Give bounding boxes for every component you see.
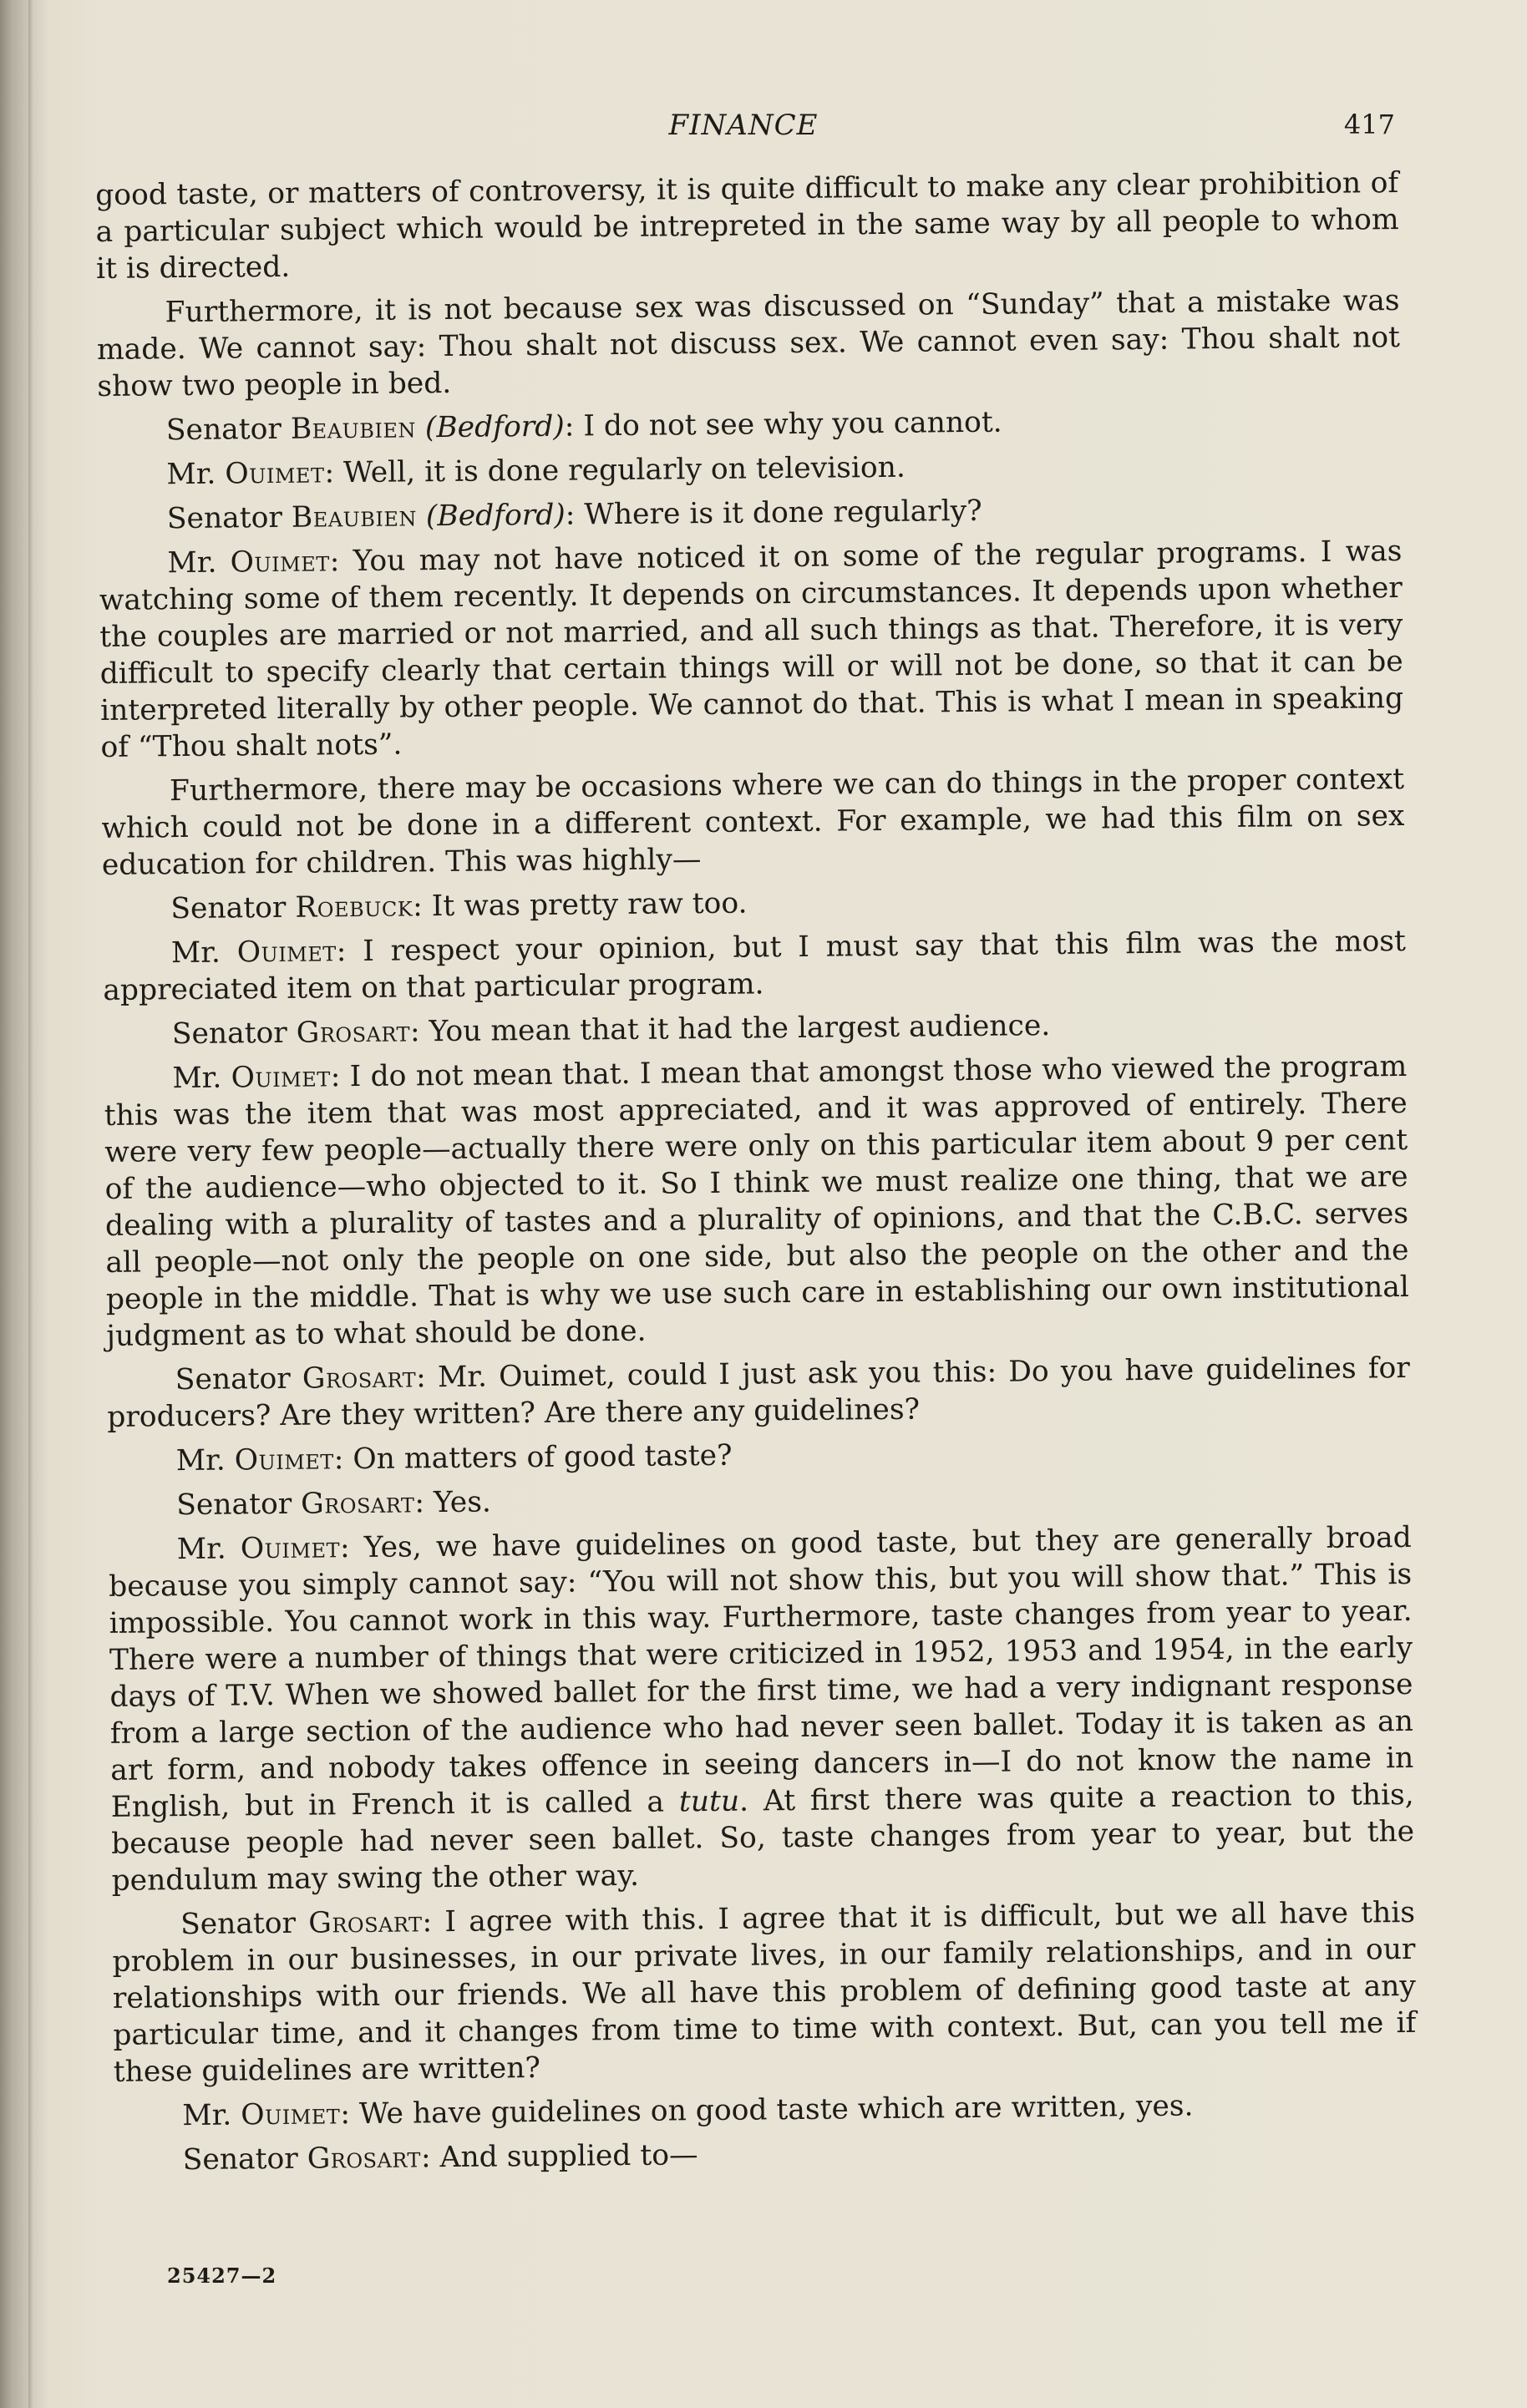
speaker-name: Ouimet <box>240 1531 341 1566</box>
paragraph-text: Yes, we have guidelines on good taste, but they are generally broad because you simply cannot say: “You will not show this, but you will show that.” This is impossible. You cannot work in this way. Furthermore, taste changes from year to year. There were a number of things that were criticized in 1952, 1953 and 1954, in the early days of T.V. When we showed ballet for the first time, we had a very indignant response from a large section of the audience who had never seen ballet. Today it is taken as an art form, and nobody takes offence in seeing dancers in—I do not know the name in English, but in French it is called a tutu. At first there was quite a reaction to this, because people had never seen ballet. So, taste changes from year to year, but the pendulum may swing the other way. <box>109 1520 1415 1898</box>
paragraph-text: I agree with this. I agree that it is difficult, but we all have this problem in our businesses, in our private lives, in our family relationships, and in our relationships with our friends. We all have this problem of defining good taste at any particular time, and it changes from time to time with context. But, can you tell me if these guidelines are written? <box>112 1895 1417 2089</box>
paragraph-text: Where is it done regularly? <box>584 494 982 532</box>
speaker-title: Mr. <box>167 545 217 580</box>
speaker-colon: : <box>324 456 335 490</box>
speaker-name: Ouimet <box>230 545 330 580</box>
speaker-name: Roebuck <box>295 890 413 925</box>
speech-paragraph <box>108 1475 1411 1524</box>
binding-gutter <box>0 0 48 2408</box>
speaker-title: Mr. <box>172 1061 222 1096</box>
speaker-name: Grosart <box>308 1905 423 1940</box>
speech-paragraph <box>103 923 1407 1009</box>
page-number: 417 <box>1343 109 1395 140</box>
speaker-title: Mr. <box>166 457 216 492</box>
speaker-colon: : <box>564 409 575 444</box>
speech-paragraph <box>98 444 1401 494</box>
speaker-colon: : <box>412 890 423 924</box>
speaker-colon: : <box>336 935 347 969</box>
speaker-title: Senator <box>180 1906 297 1942</box>
speaker-colon: : <box>415 1361 427 1395</box>
speaker-title: Senator <box>171 1016 288 1052</box>
speaker-colon: : <box>420 2141 431 2175</box>
speaker-title: Mr. <box>182 2098 232 2133</box>
speaker-name: Grosart <box>302 1361 417 1396</box>
printer-signature-code: 25427—2 <box>167 2264 277 2288</box>
speaker-name: Ouimet <box>225 456 325 491</box>
speech-paragraph <box>114 2130 1418 2179</box>
speaker-riding: (Bedford) <box>425 498 566 534</box>
speech-paragraph <box>108 1431 1411 1480</box>
paragraph-text: Well, it is done regularly on television. <box>342 450 906 490</box>
paragraph-text: And supplied to— <box>439 2138 698 2175</box>
paragraph-text: Furthermore, there may be occasions where we can do things in the proper context which could not be done in a different context. For example, we had this film on sex education for children. This was highly— <box>101 762 1405 882</box>
speaker-colon: : <box>565 498 576 532</box>
speaker-title: Senator <box>176 1487 292 1523</box>
speech-paragraph <box>98 400 1401 449</box>
paragraph-text: Yes. <box>433 1485 492 1520</box>
speech-paragraph <box>107 1350 1411 1436</box>
speaker-name: Beaubien <box>291 499 418 535</box>
page-header <box>92 109 1395 150</box>
paragraph-text: Mr. Ouimet, could I just ask you this: Do you have guidelines for producers? Are they written? Are there any guidelines? <box>107 1351 1410 1434</box>
speech-paragraph <box>112 1894 1417 2091</box>
speaker-title: Mr. <box>175 1443 226 1478</box>
speaker-title: Senator <box>175 1361 291 1397</box>
speaker-riding: (Bedford) <box>424 409 565 445</box>
speech-paragraph <box>99 489 1402 538</box>
speaker-name: Ouimet <box>231 1060 331 1095</box>
running-head: FINANCE <box>668 109 819 142</box>
speech-paragraph <box>109 1519 1415 1899</box>
speaker-colon: : <box>340 2097 351 2132</box>
text-paragraph <box>101 761 1405 884</box>
speaker-colon: : <box>409 1015 420 1049</box>
speech-paragraph <box>114 2086 1417 2135</box>
paragraph-text: You may not have noticed it on some of the regular programs. I was watching some of them recently. It depends on circumstances. It depends upon whether the couples are married or not married, and all such things as that. Therefore, it is very difficult to specify clearly that certain things will or will not be done, so that it can be interpreted literally by other people. We cannot do that. This is what I mean in speaking of “Thou shalt nots”. <box>99 535 1404 764</box>
paragraph-text: I do not mean that. I mean that amongst those who viewed the program this was the item that was most appreciated, and it was approved of entirely. There were very few people—actually there were only on this particular item about 9 per cent of the audience—who objected to it. So I think we must realize one thing, that we are dealing with a plurality of tastes and a plurality of opinions, and that the C.B.C. serves all people—not only the people on one side, but also the people on the other and the people in the middle. That is why we use such care in establishing our own institutional judgment as to what should be done. <box>104 1049 1410 1353</box>
transcript-body <box>95 165 1418 2187</box>
speaker-colon: : <box>339 1531 350 1565</box>
paragraph-text: On matters of good taste? <box>353 1438 733 1477</box>
speaker-name: Beaubien <box>290 411 417 446</box>
italic-term: tutu <box>678 1784 740 1819</box>
text-paragraph <box>95 165 1399 287</box>
speaker-name: Grosart <box>301 1486 415 1521</box>
speaker-colon: : <box>329 545 340 579</box>
paragraph-text: Furthermore, it is not because sex was discussed on “Sunday” that a mistake was made. We cannot say: Thou shalt not discuss sex. We cannot even say: Thou shalt not show two people in bed. <box>96 284 1401 403</box>
speech-paragraph <box>99 533 1403 766</box>
speaker-colon: : <box>422 1905 433 1939</box>
speech-paragraph <box>104 1004 1407 1053</box>
speech-paragraph <box>104 1048 1409 1355</box>
speaker-title: Senator <box>165 412 282 448</box>
speaker-name: Grosart <box>307 2141 422 2176</box>
speaker-title: Mr. <box>176 1532 226 1567</box>
speech-paragraph <box>102 879 1405 928</box>
speaker-title: Senator <box>166 500 283 536</box>
speaker-name: Grosart <box>296 1015 411 1050</box>
speaker-colon: : <box>333 1442 344 1477</box>
speaker-title: Senator <box>170 890 287 926</box>
paragraph-text: good taste, or matters of controversy, it is quite difficult to make any clear prohibition of a particular subject which would be intrepreted in the same way by all people to whom it is directed. <box>95 166 1399 286</box>
text-paragraph <box>96 282 1400 405</box>
speaker-colon: : <box>330 1060 341 1094</box>
speaker-name: Ouimet <box>234 1442 335 1478</box>
paragraph-text: You mean that it had the largest audience. <box>429 1009 1051 1049</box>
paragraph-text: We have guidelines on good taste which are written, yes. <box>358 2089 1194 2132</box>
speaker-title: Mr. <box>170 935 221 971</box>
paragraph-text: It was pretty raw too. <box>431 886 748 924</box>
binding-spine <box>28 0 33 2408</box>
speaker-title: Senator <box>182 2142 298 2177</box>
speaker-name: Ouimet <box>241 2097 341 2132</box>
paragraph-text: I respect your opinion, but I must say that this film was the most appreciated item on that particular program. <box>103 924 1407 1007</box>
speaker-colon: : <box>414 1486 425 1520</box>
paragraph-text: I do not see why you cannot. <box>583 405 1002 444</box>
speaker-name: Ouimet <box>236 935 337 970</box>
